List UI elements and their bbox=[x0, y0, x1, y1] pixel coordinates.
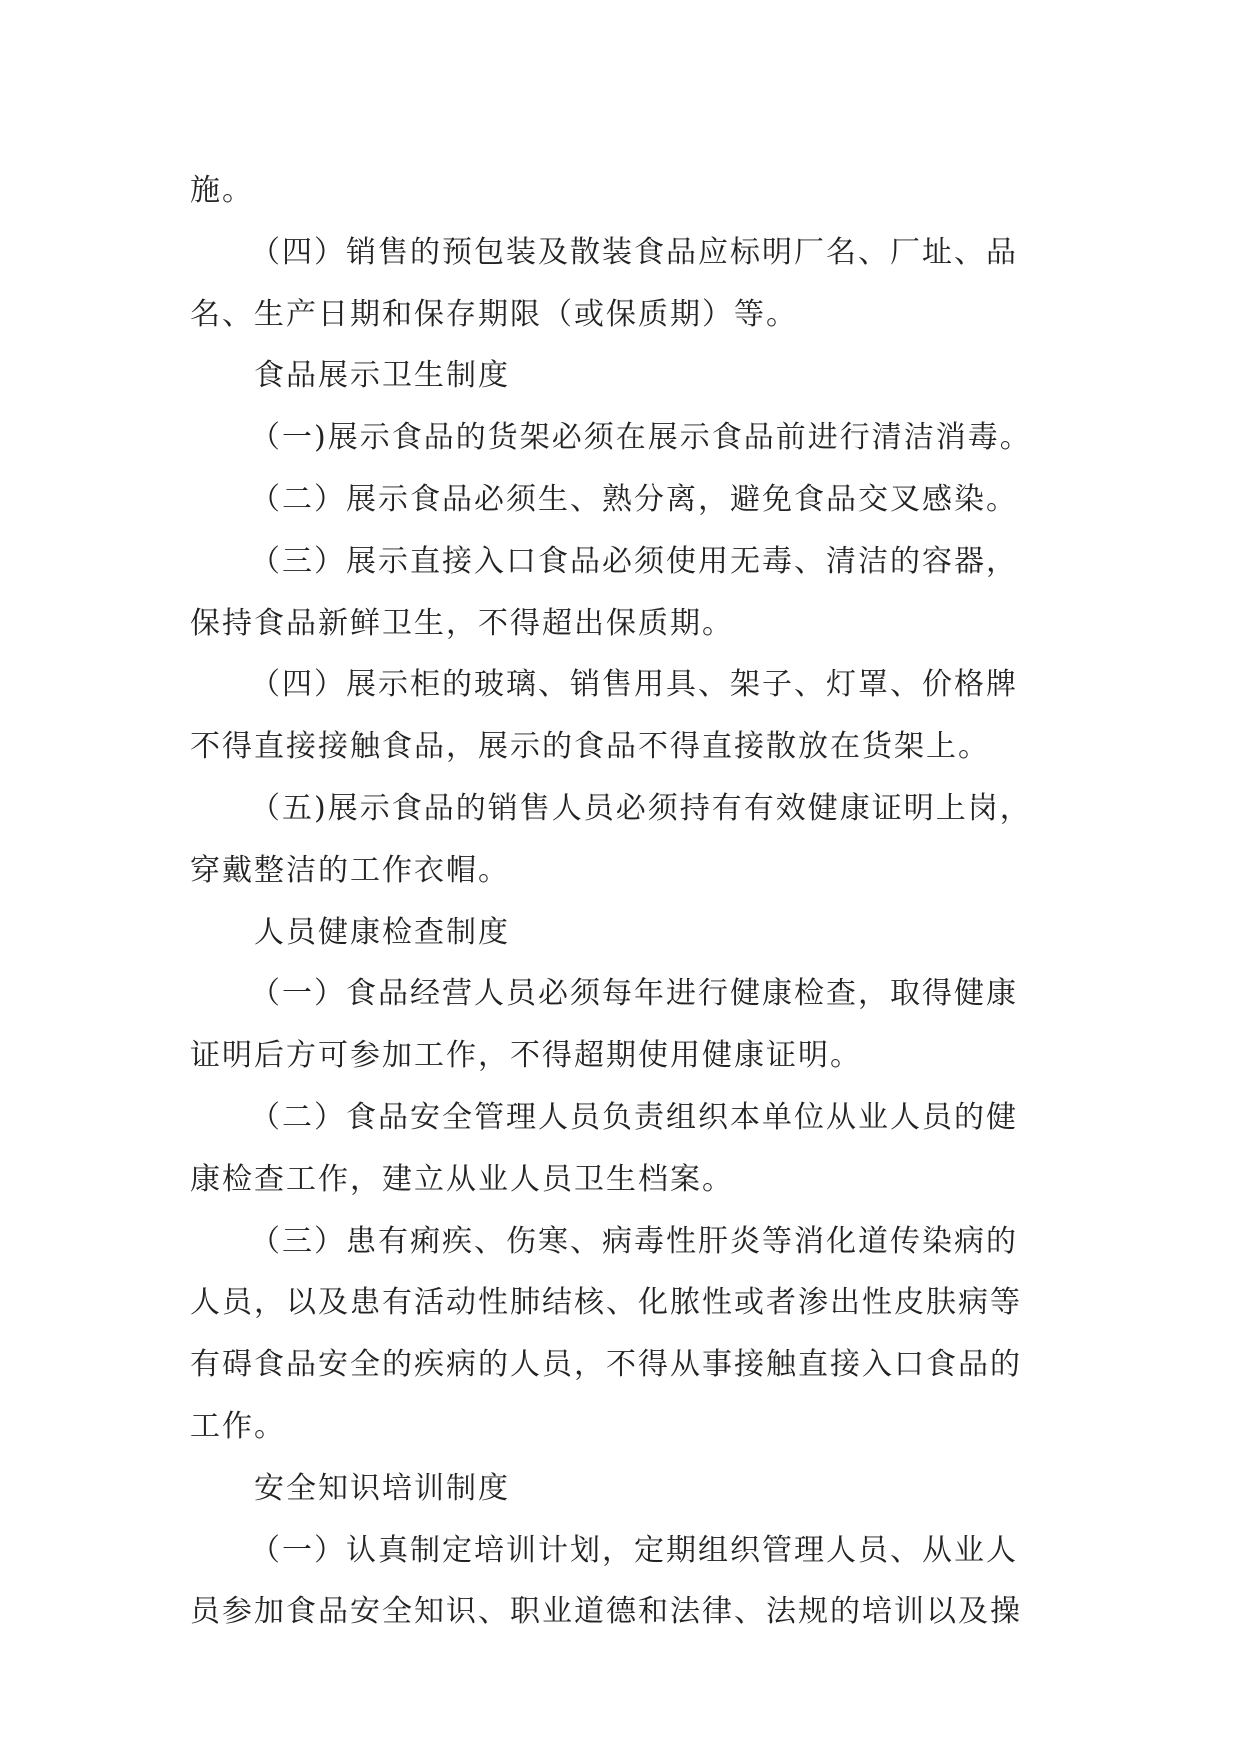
document-body bbox=[190, 160, 1060, 1643]
text-line: 康检查工作，建立从业人员卫生档案。 bbox=[190, 1161, 734, 1197]
paragraph-line: （一）认真制定培训计划，定期组织管理人员、从业人 bbox=[250, 1532, 1018, 1568]
text-line: 人员，以及患有活动性肺结核、化脓性或者渗出性皮肤病等 bbox=[190, 1285, 1022, 1321]
paragraph-line: （一）食品经营人员必须每年进行健康检查，取得健康 bbox=[250, 976, 1018, 1012]
section-heading: 安全知识培训制度 bbox=[254, 1470, 510, 1506]
paragraph-line: （一)展示食品的货架必须在展示食品前进行清洁消毒。 bbox=[250, 420, 1032, 456]
text-line: 有碍食品安全的疾病的人员，不得从事接触直接入口食品的 bbox=[190, 1347, 1022, 1383]
text-line: 不得直接接触食品，展示的食品不得直接散放在货架上。 bbox=[190, 729, 990, 765]
paragraph-line: （五)展示食品的销售人员必须持有有效健康证明上岗， bbox=[250, 790, 1032, 826]
paragraph-line: （二）食品安全管理人员负责组织本单位从业人员的健 bbox=[250, 1099, 1018, 1135]
paragraph-line: （二）展示食品必须生、熟分离，避免食品交叉感染。 bbox=[250, 481, 1018, 517]
text-line: 保持食品新鲜卫生，不得超出保质期。 bbox=[190, 605, 734, 641]
text-line: 施。 bbox=[190, 173, 254, 208]
paragraph-line: （三）展示直接入口食品必须使用无毒、清洁的容器， bbox=[250, 543, 1018, 579]
paragraph-line: （三）患有痢疾、伤寒、病毒性肝炎等消化道传染病的 bbox=[250, 1223, 1018, 1259]
text-line: 穿戴整洁的工作衣帽。 bbox=[190, 852, 510, 888]
paragraph-line: （四）销售的预包装及散装食品应标明厂名、厂址、品 bbox=[250, 234, 1018, 270]
text-line: 工作。 bbox=[190, 1408, 286, 1444]
section-heading: 食品展示卫生制度 bbox=[254, 358, 510, 394]
text-line: 员参加食品安全知识、职业道德和法律、法规的培训以及操 bbox=[190, 1594, 1022, 1630]
text-line: 证明后方可参加工作，不得超期使用健康证明。 bbox=[190, 1038, 862, 1074]
paragraph-line: （四）展示柜的玻璃、销售用具、架子、灯罩、价格牌 bbox=[250, 667, 1018, 703]
text-line: 名、生产日期和保存期限（或保质期）等。 bbox=[190, 296, 798, 332]
section-heading: 人员健康检查制度 bbox=[254, 914, 510, 950]
